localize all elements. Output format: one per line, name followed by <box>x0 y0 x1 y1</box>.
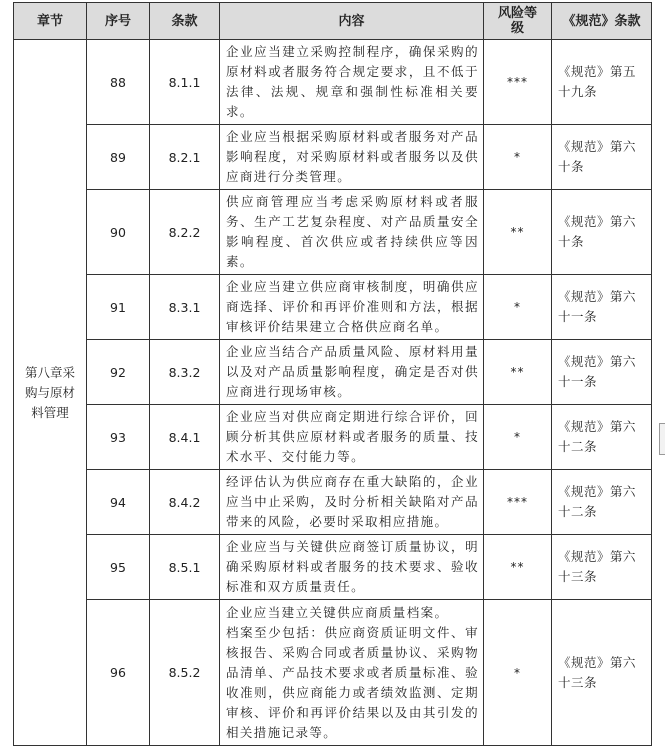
content-cell: 企业应当建立供应商审核制度，明确供应商选择、评价和再评价准则和方法，根据审核评价结果建立合格供应商名单。 <box>220 275 484 340</box>
seq-cell: 96 <box>87 600 150 746</box>
risk-level-cell: * <box>484 125 552 190</box>
clause-cell: 8.5.1 <box>150 535 220 600</box>
table-row <box>14 470 652 535</box>
clause-cell: 8.2.1 <box>150 125 220 190</box>
content-cell: 企业应当与关键供应商签订质量协议，明确采购原材料或者服务的技术要求、验收标准和双方质量责任。 <box>220 535 484 600</box>
seq-cell: 88 <box>87 40 150 125</box>
std-clause-cell: 《规范》第六十一条 <box>552 340 652 405</box>
risk-level-cell: ** <box>484 535 552 600</box>
seq-cell: 89 <box>87 125 150 190</box>
content-cell: 企业应当对供应商定期进行综合评价，回顾分析其供应原材料或者服务的质量、技术水平、交付能力等。 <box>220 405 484 470</box>
risk-level-cell: *** <box>484 40 552 125</box>
clause-cell: 8.2.2 <box>150 190 220 275</box>
content-cell: 企业应当根据采购原材料或者服务对产品影响程度，对采购原材料或者服务以及供应商进行分类管理。 <box>220 125 484 190</box>
content-cell: 经评估认为供应商存在重大缺陷的，企业应当中止采购，及时分析相关缺陷对产品带来的风险，必要时采取相应措施。 <box>220 470 484 535</box>
risk-level-cell: ** <box>484 340 552 405</box>
table-row <box>14 600 652 746</box>
clause-cell: 8.4.2 <box>150 470 220 535</box>
table-row <box>14 340 652 405</box>
seq-cell: 90 <box>87 190 150 275</box>
content-paragraph: 企业应当建立关键供应商质量档案。 <box>226 604 449 620</box>
clause-cell: 8.1.1 <box>150 40 220 125</box>
seq-cell: 94 <box>87 470 150 535</box>
risk-level-cell: * <box>484 405 552 470</box>
chapter-cell: 第八章采购与原材料管理 <box>14 40 87 746</box>
header-seq: 序号 <box>87 3 150 40</box>
risk-level-cell: ** <box>484 190 552 275</box>
std-clause-cell: 《规范》第六十条 <box>552 125 652 190</box>
std-clause-cell: 《规范》第六十条 <box>552 190 652 275</box>
table-row <box>14 275 652 340</box>
clause-cell: 8.4.1 <box>150 405 220 470</box>
table-row <box>14 190 652 275</box>
std-clause-cell: 《规范》第五十九条 <box>552 40 652 125</box>
table-row <box>14 405 652 470</box>
risk-level-cell: * <box>484 275 552 340</box>
content-cell: 供应商管理应当考虑采购原材料或者服务、生产工艺复杂程度、对产品质量安全影响程度、首次供应或者持续供应等因素。 <box>220 190 484 275</box>
seq-cell: 91 <box>87 275 150 340</box>
page-edge-tab[interactable] <box>659 423 665 455</box>
content-cell <box>220 600 484 746</box>
table-row <box>14 535 652 600</box>
table-row <box>14 125 652 190</box>
std-clause-cell: 《规范》第六十三条 <box>552 600 652 746</box>
content-cell: 企业应当建立采购控制程序，确保采购的原材料或者服务符合规定要求，且不低于法律、法规、规章和强制性标准相关要求。 <box>220 40 484 125</box>
header-chapter: 章节 <box>14 3 87 40</box>
header-content: 内容 <box>220 3 484 40</box>
risk-level-cell: * <box>484 600 552 746</box>
clause-cell: 8.5.2 <box>150 600 220 746</box>
table-row <box>14 40 652 125</box>
requirements-table <box>13 2 652 746</box>
header-risk: 风险等级 <box>484 3 552 40</box>
seq-cell: 93 <box>87 405 150 470</box>
std-clause-cell: 《规范》第六十二条 <box>552 470 652 535</box>
header-clause: 条款 <box>150 3 220 40</box>
risk-level-cell: *** <box>484 470 552 535</box>
header-std: 《规范》条款 <box>552 3 652 40</box>
clause-cell: 8.3.1 <box>150 275 220 340</box>
header-row <box>14 3 652 40</box>
content-cell: 企业应当结合产品质量风险、原材料用量以及对产品质量影响程度，确定是否对供应商进行现场审核。 <box>220 340 484 405</box>
clause-cell: 8.3.2 <box>150 340 220 405</box>
std-clause-cell: 《规范》第六十一条 <box>552 275 652 340</box>
std-clause-cell: 《规范》第六十二条 <box>552 405 652 470</box>
content-paragraph: 档案至少包括：供应商资质证明文件、审核报告、采购合同或者质量协议、采购物品清单、产品技术要求或者质量标准、验收准则，供应商能力或者绩效监测、定期审核、评价和再评价结果以及由其引发的相关措施记录等。 <box>226 624 479 740</box>
std-clause-cell: 《规范》第六十三条 <box>552 535 652 600</box>
seq-cell: 95 <box>87 535 150 600</box>
seq-cell: 92 <box>87 340 150 405</box>
